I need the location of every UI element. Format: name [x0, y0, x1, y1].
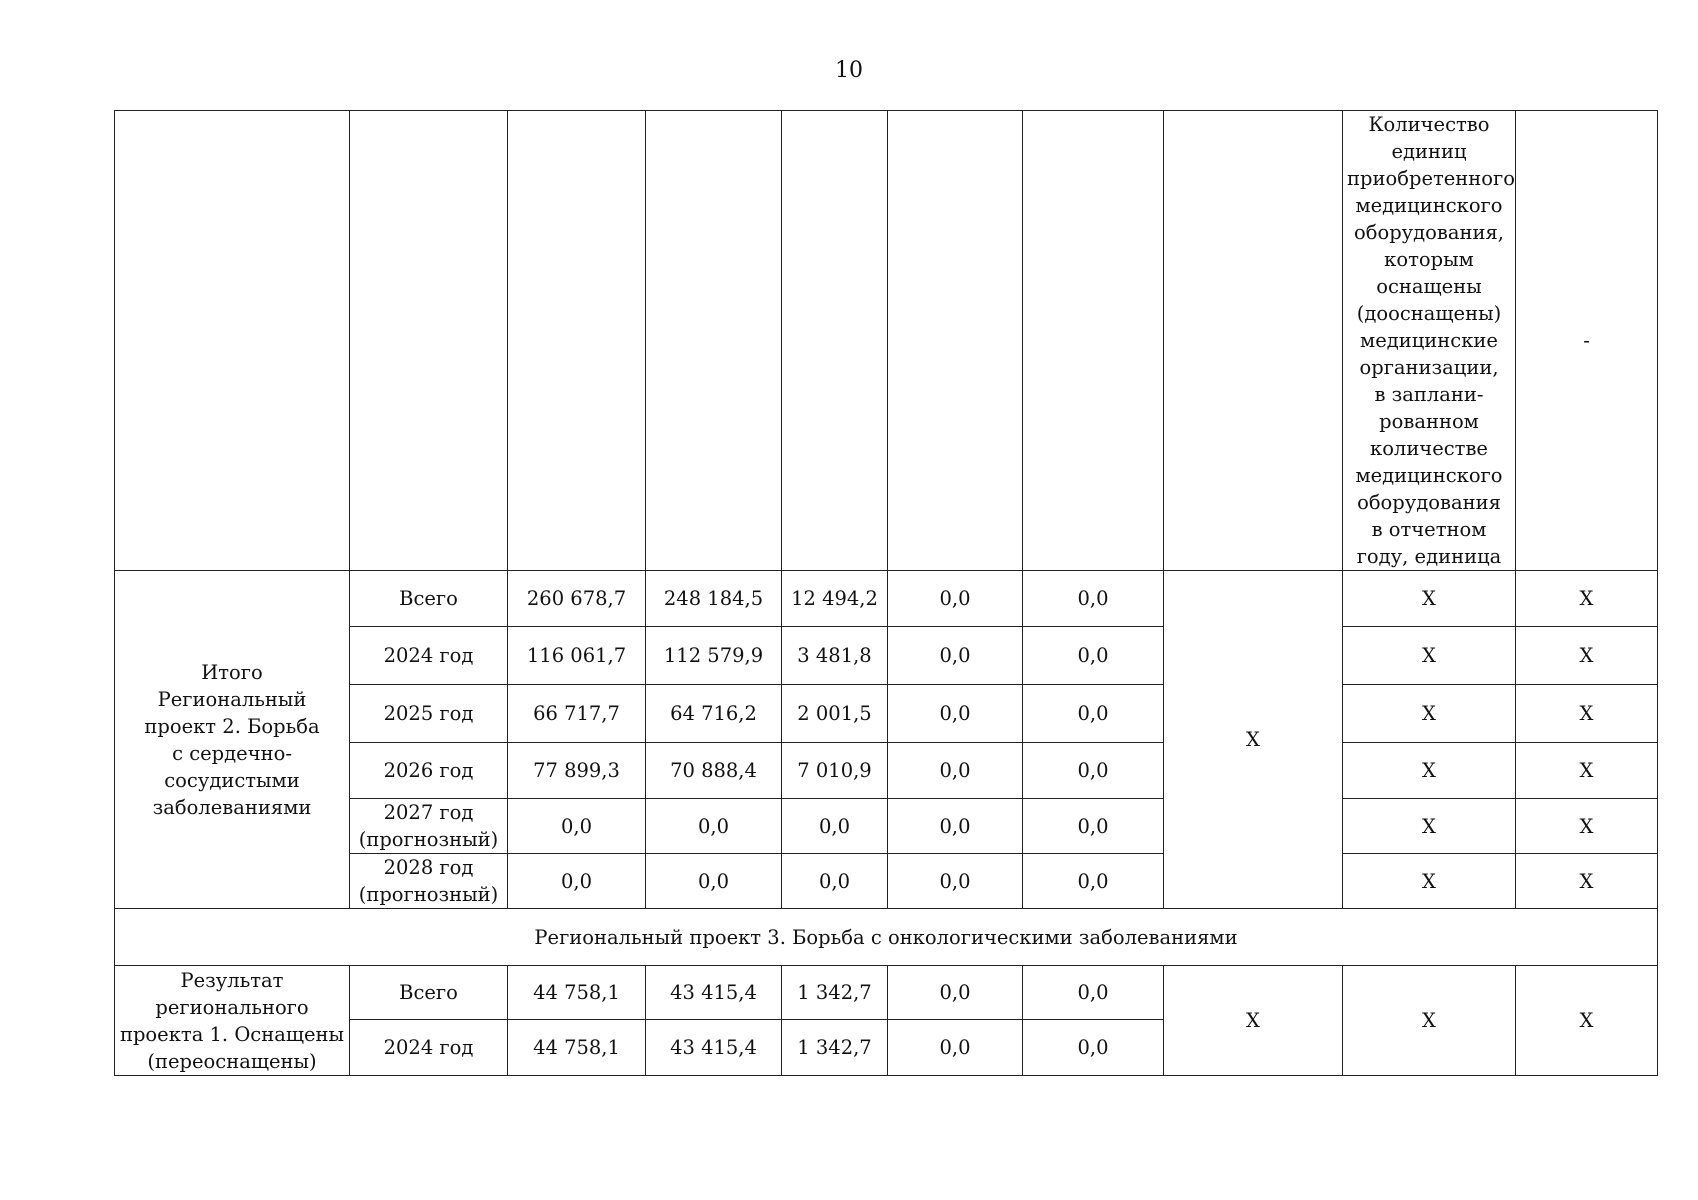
other-cell: 0,0 — [1023, 966, 1164, 1020]
regional-cell: 0,0 — [782, 799, 888, 854]
x-cell: X — [1516, 799, 1658, 854]
indicator-line: в заплани- — [1374, 383, 1484, 406]
x-cell: X — [1343, 854, 1516, 909]
empty-cell — [508, 111, 646, 571]
total-cell: 0,0 — [508, 854, 646, 909]
indicator-line: (дооснащены) — [1356, 302, 1502, 325]
total-cell: 44 758,1 — [508, 1020, 646, 1076]
indicator-line: рованном — [1379, 410, 1479, 433]
total-cell: 0,0 — [508, 799, 646, 854]
federal-cell: 248 184,5 — [646, 571, 782, 627]
result-label-line: регионального — [155, 995, 309, 1019]
total-label-cell — [115, 571, 350, 909]
other-cell: 0,0 — [1023, 799, 1164, 854]
total-cell: 66 717,7 — [508, 685, 646, 743]
regional-cell: 3 481,8 — [782, 627, 888, 685]
local-cell: 0,0 — [888, 743, 1023, 799]
period-cell: 2025 год — [350, 685, 508, 743]
other-cell: 0,0 — [1023, 571, 1164, 627]
local-cell: 0,0 — [888, 627, 1023, 685]
indicator-line: оборудования, — [1353, 221, 1505, 244]
budget-table — [114, 110, 1658, 1076]
x-cell: X — [1516, 685, 1658, 743]
total-label-line: проект 2. Борьба — [144, 714, 320, 738]
x-cell: X — [1343, 799, 1516, 854]
federal-cell: 64 716,2 — [646, 685, 782, 743]
x-cell: X — [1516, 571, 1658, 627]
other-cell: 0,0 — [1023, 743, 1164, 799]
federal-cell: 0,0 — [646, 799, 782, 854]
empty-cell — [350, 111, 508, 571]
x-cell: X — [1343, 627, 1516, 685]
page-number: 10 — [835, 58, 863, 83]
indicator-line: оснащены — [1376, 275, 1482, 298]
period-line: (прогнозный) — [358, 883, 499, 906]
period-line: 2028 год — [383, 856, 474, 879]
indicator-line: Количество — [1368, 113, 1490, 136]
period-line: (прогнозный) — [358, 828, 499, 851]
period-cell: Всего — [350, 966, 508, 1020]
table-row — [115, 571, 1658, 627]
table-row — [115, 966, 1658, 1020]
period-cell — [350, 854, 508, 909]
total-cell: 116 061,7 — [508, 627, 646, 685]
other-cell: 0,0 — [1023, 854, 1164, 909]
x-cell: X — [1343, 743, 1516, 799]
total-cell: 77 899,3 — [508, 743, 646, 799]
regional-cell: 1 342,7 — [782, 1020, 888, 1076]
indicator-line: оборудования — [1357, 491, 1501, 514]
indicator-line: медицинского — [1355, 194, 1503, 217]
result-label-line: Результат — [180, 968, 284, 992]
indicator-name-cell — [1343, 111, 1516, 571]
local-cell: 0,0 — [888, 854, 1023, 909]
x-cell: X — [1343, 685, 1516, 743]
merged-x-cell: X — [1164, 571, 1343, 909]
total-cell: 260 678,7 — [508, 571, 646, 627]
x-cell: X — [1343, 571, 1516, 627]
regional-cell: 2 001,5 — [782, 685, 888, 743]
total-label-line: заболеваниями — [152, 795, 312, 819]
local-cell: 0,0 — [888, 571, 1023, 627]
result-label-line: (переоснащены) — [147, 1049, 317, 1073]
regional-cell: 1 342,7 — [782, 966, 888, 1020]
local-cell: 0,0 — [888, 685, 1023, 743]
continuation-row — [115, 111, 1658, 571]
regional-cell: 0,0 — [782, 854, 888, 909]
section-row — [115, 909, 1658, 966]
indicator-line: медицинские — [1360, 329, 1498, 352]
empty-cell — [646, 111, 782, 571]
indicator-line: количестве — [1370, 437, 1488, 460]
local-cell: 0,0 — [888, 799, 1023, 854]
other-cell: 0,0 — [1023, 1020, 1164, 1076]
x-cell: X — [1516, 627, 1658, 685]
empty-cell — [115, 111, 350, 571]
other-cell: 0,0 — [1023, 685, 1164, 743]
indicator-line: которым — [1384, 248, 1474, 271]
local-cell: 0,0 — [888, 1020, 1023, 1076]
federal-cell: 70 888,4 — [646, 743, 782, 799]
federal-cell: 0,0 — [646, 854, 782, 909]
result-label-line: проекта 1. Оснащены — [119, 1022, 345, 1046]
indicator-line: приобретенного — [1347, 167, 1515, 190]
total-label-line: Итого — [201, 660, 263, 684]
total-label-line: с сердечно- — [172, 741, 292, 765]
period-cell: 2024 год — [350, 627, 508, 685]
empty-cell — [1023, 111, 1164, 571]
federal-cell: 43 415,4 — [646, 966, 782, 1020]
indicator-line: организации, — [1359, 356, 1499, 379]
merged-x-cell: X — [1343, 966, 1516, 1076]
empty-cell — [888, 111, 1023, 571]
period-cell: 2026 год — [350, 743, 508, 799]
period-cell — [350, 799, 508, 854]
empty-cell — [1164, 111, 1343, 571]
period-line: 2027 год — [383, 801, 474, 824]
local-cell: 0,0 — [888, 966, 1023, 1020]
indicator-line: в отчетном — [1371, 518, 1487, 541]
section-heading: Региональный проект 3. Борьба с онкологическими заболеваниями — [115, 909, 1658, 966]
period-cell: 2024 год — [350, 1020, 508, 1076]
total-label-line: сосудистыми — [164, 768, 300, 792]
merged-x-cell: X — [1164, 966, 1343, 1076]
x-cell: X — [1516, 743, 1658, 799]
federal-cell: 112 579,9 — [646, 627, 782, 685]
period-cell: Всего — [350, 571, 508, 627]
total-label-line: Региональный — [157, 687, 307, 711]
empty-cell — [782, 111, 888, 571]
merged-x-cell: X — [1516, 966, 1658, 1076]
indicator-value-cell: - — [1516, 111, 1658, 571]
x-cell: X — [1516, 854, 1658, 909]
regional-cell: 12 494,2 — [782, 571, 888, 627]
total-cell: 44 758,1 — [508, 966, 646, 1020]
result-label-cell — [115, 966, 350, 1076]
regional-cell: 7 010,9 — [782, 743, 888, 799]
indicator-line: медицинского — [1355, 464, 1503, 487]
indicator-line: единиц — [1391, 140, 1467, 163]
federal-cell: 43 415,4 — [646, 1020, 782, 1076]
other-cell: 0,0 — [1023, 627, 1164, 685]
indicator-line: году, единица — [1356, 545, 1502, 568]
